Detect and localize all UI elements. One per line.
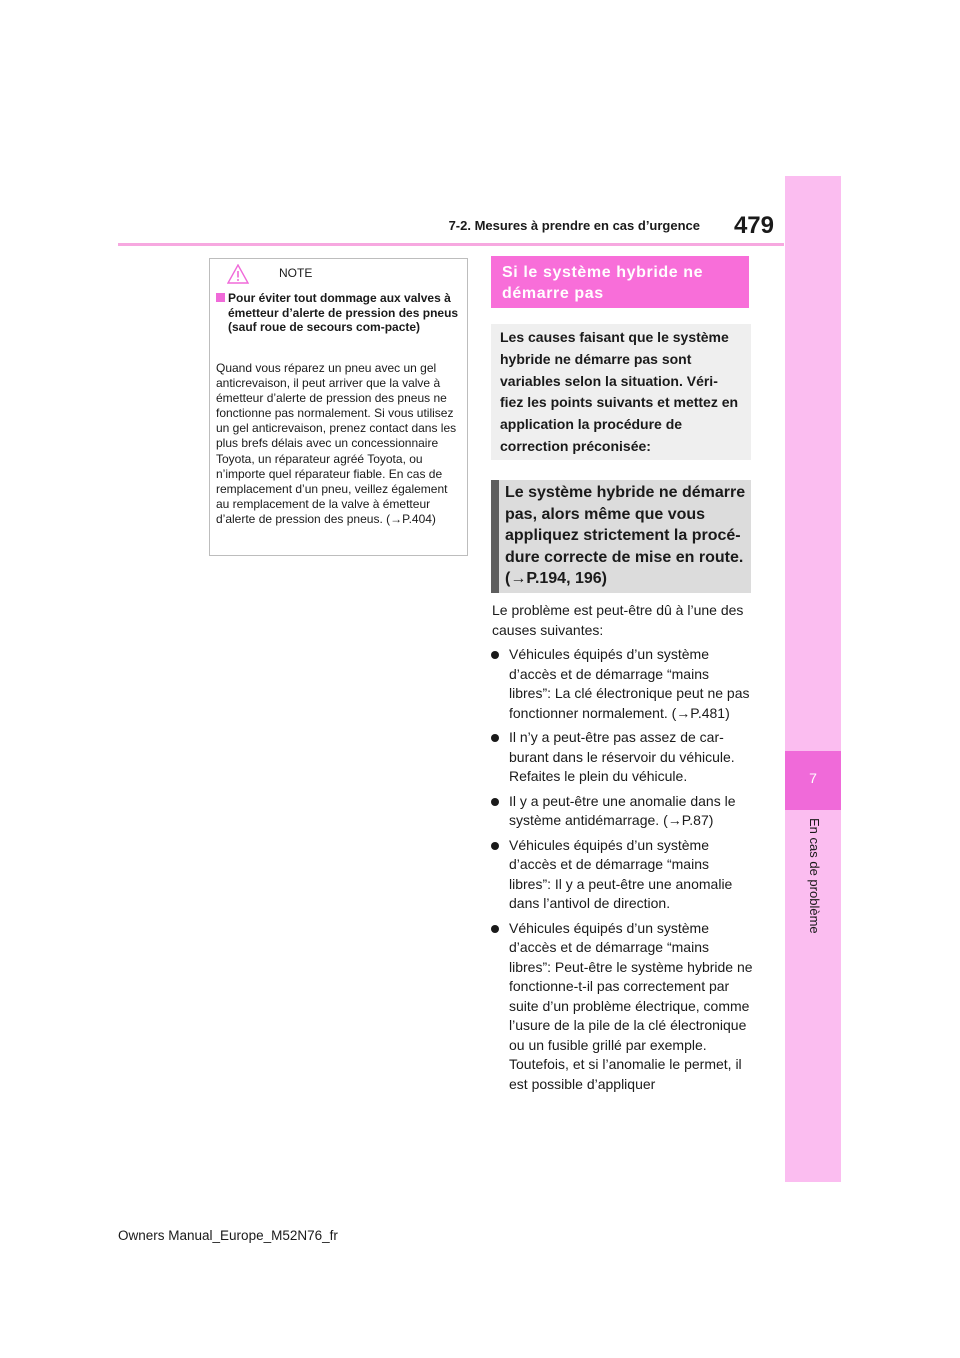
cause-list [491, 645, 753, 1099]
section-heading-banner [491, 256, 749, 308]
bullet-dot-icon [491, 842, 499, 850]
chapter-number: 7 [809, 770, 817, 786]
bullet-dot-icon [491, 798, 499, 806]
intro-text: Le problème est peut-être dû à l’une des causes suivantes: [492, 602, 744, 638]
section-heading: Si le système hybride ne démarre pas [502, 264, 704, 302]
note-label: NOTE [279, 266, 313, 280]
bullet-dot-icon [491, 651, 499, 659]
bullet-dot-icon [491, 925, 499, 933]
case-heading-box [491, 480, 751, 593]
note-header [227, 264, 457, 286]
note-heading-text: Pour éviter tout dommage aux valves à émetteur d’alerte de pression des pneus (sauf roue de secours com-pacte) [228, 291, 459, 334]
list-item: Il n’y a peut-être pas assez de car-burant dans le réservoir du véhicule. Refaites le plein du véhicule. [491, 728, 753, 787]
case-heading: Le système hybride ne démarre pas, alors même que vous appliquez strictement la procé-dure correcte de mise en route. (→P.194, 196) [505, 484, 746, 587]
list-item: Véhicules équipés d’un système d’accès et de démarrage “mains libres”: Peut-être le système hybride ne fonctionne-t-il pas correctement par suite d’un problème électrique, comme l’usure de la pile de la clé électronique ou un fusible grillé par exemple. Toutefois, et si l’anomalie le permet, il est possible d’appliquer [491, 919, 753, 1095]
list-item: Véhicules équipés d’un système d’accès et de démarrage “mains libres”: Il y a peut-être une anomalie dans l’antivol de direction. [491, 836, 753, 914]
bullet-dot-icon [491, 734, 499, 742]
section-title: 7-2. Mesures à prendre en cas d’urgence [448, 218, 700, 233]
list-item: Il y a peut-être une anomalie dans le système antidémarrage. (→P.87) [491, 792, 753, 831]
header-rule [118, 243, 784, 246]
chapter-title: En cas de problème [807, 818, 822, 934]
warning-icon [227, 264, 249, 284]
note-heading [216, 291, 460, 335]
page-number: 479 [733, 212, 774, 239]
summary-box [491, 324, 751, 460]
summary-text: Les causes faisant que le système hybride ne démarre pas sont variables selon la situation. Véri-fiez les points suivants et mettez en application la procédure de correction préconisée: [500, 329, 739, 454]
footer-text: Owners Manual_Europe_M52N76_fr [118, 1228, 338, 1243]
note-body: Quand vous réparez un pneu avec un gel anticrevaison, il peut arriver que la valve à émetteur d’alerte de pression des pneus ne fonctionne pas normalement. Si vous utilisez un gel anticrevaison, prenez contact dans les plus brefs délais avec un concessionnaire Toyota, un réparateur agréé Toyota, ou n’importe quel réparateur fiable. En cas de remplacement d’un pneu, veillez également au remplacement de la valve à émetteur d’alerte de pression des pneus. (→P.404) [216, 361, 457, 526]
list-item: Véhicules équipés d’un système d’accès et de démarrage “mains libres”: La clé électronique peut ne pas fonctionner normalement. (→P.481) [491, 645, 753, 723]
square-bullet-icon [216, 293, 225, 302]
chapter-side-tab [785, 176, 841, 1182]
